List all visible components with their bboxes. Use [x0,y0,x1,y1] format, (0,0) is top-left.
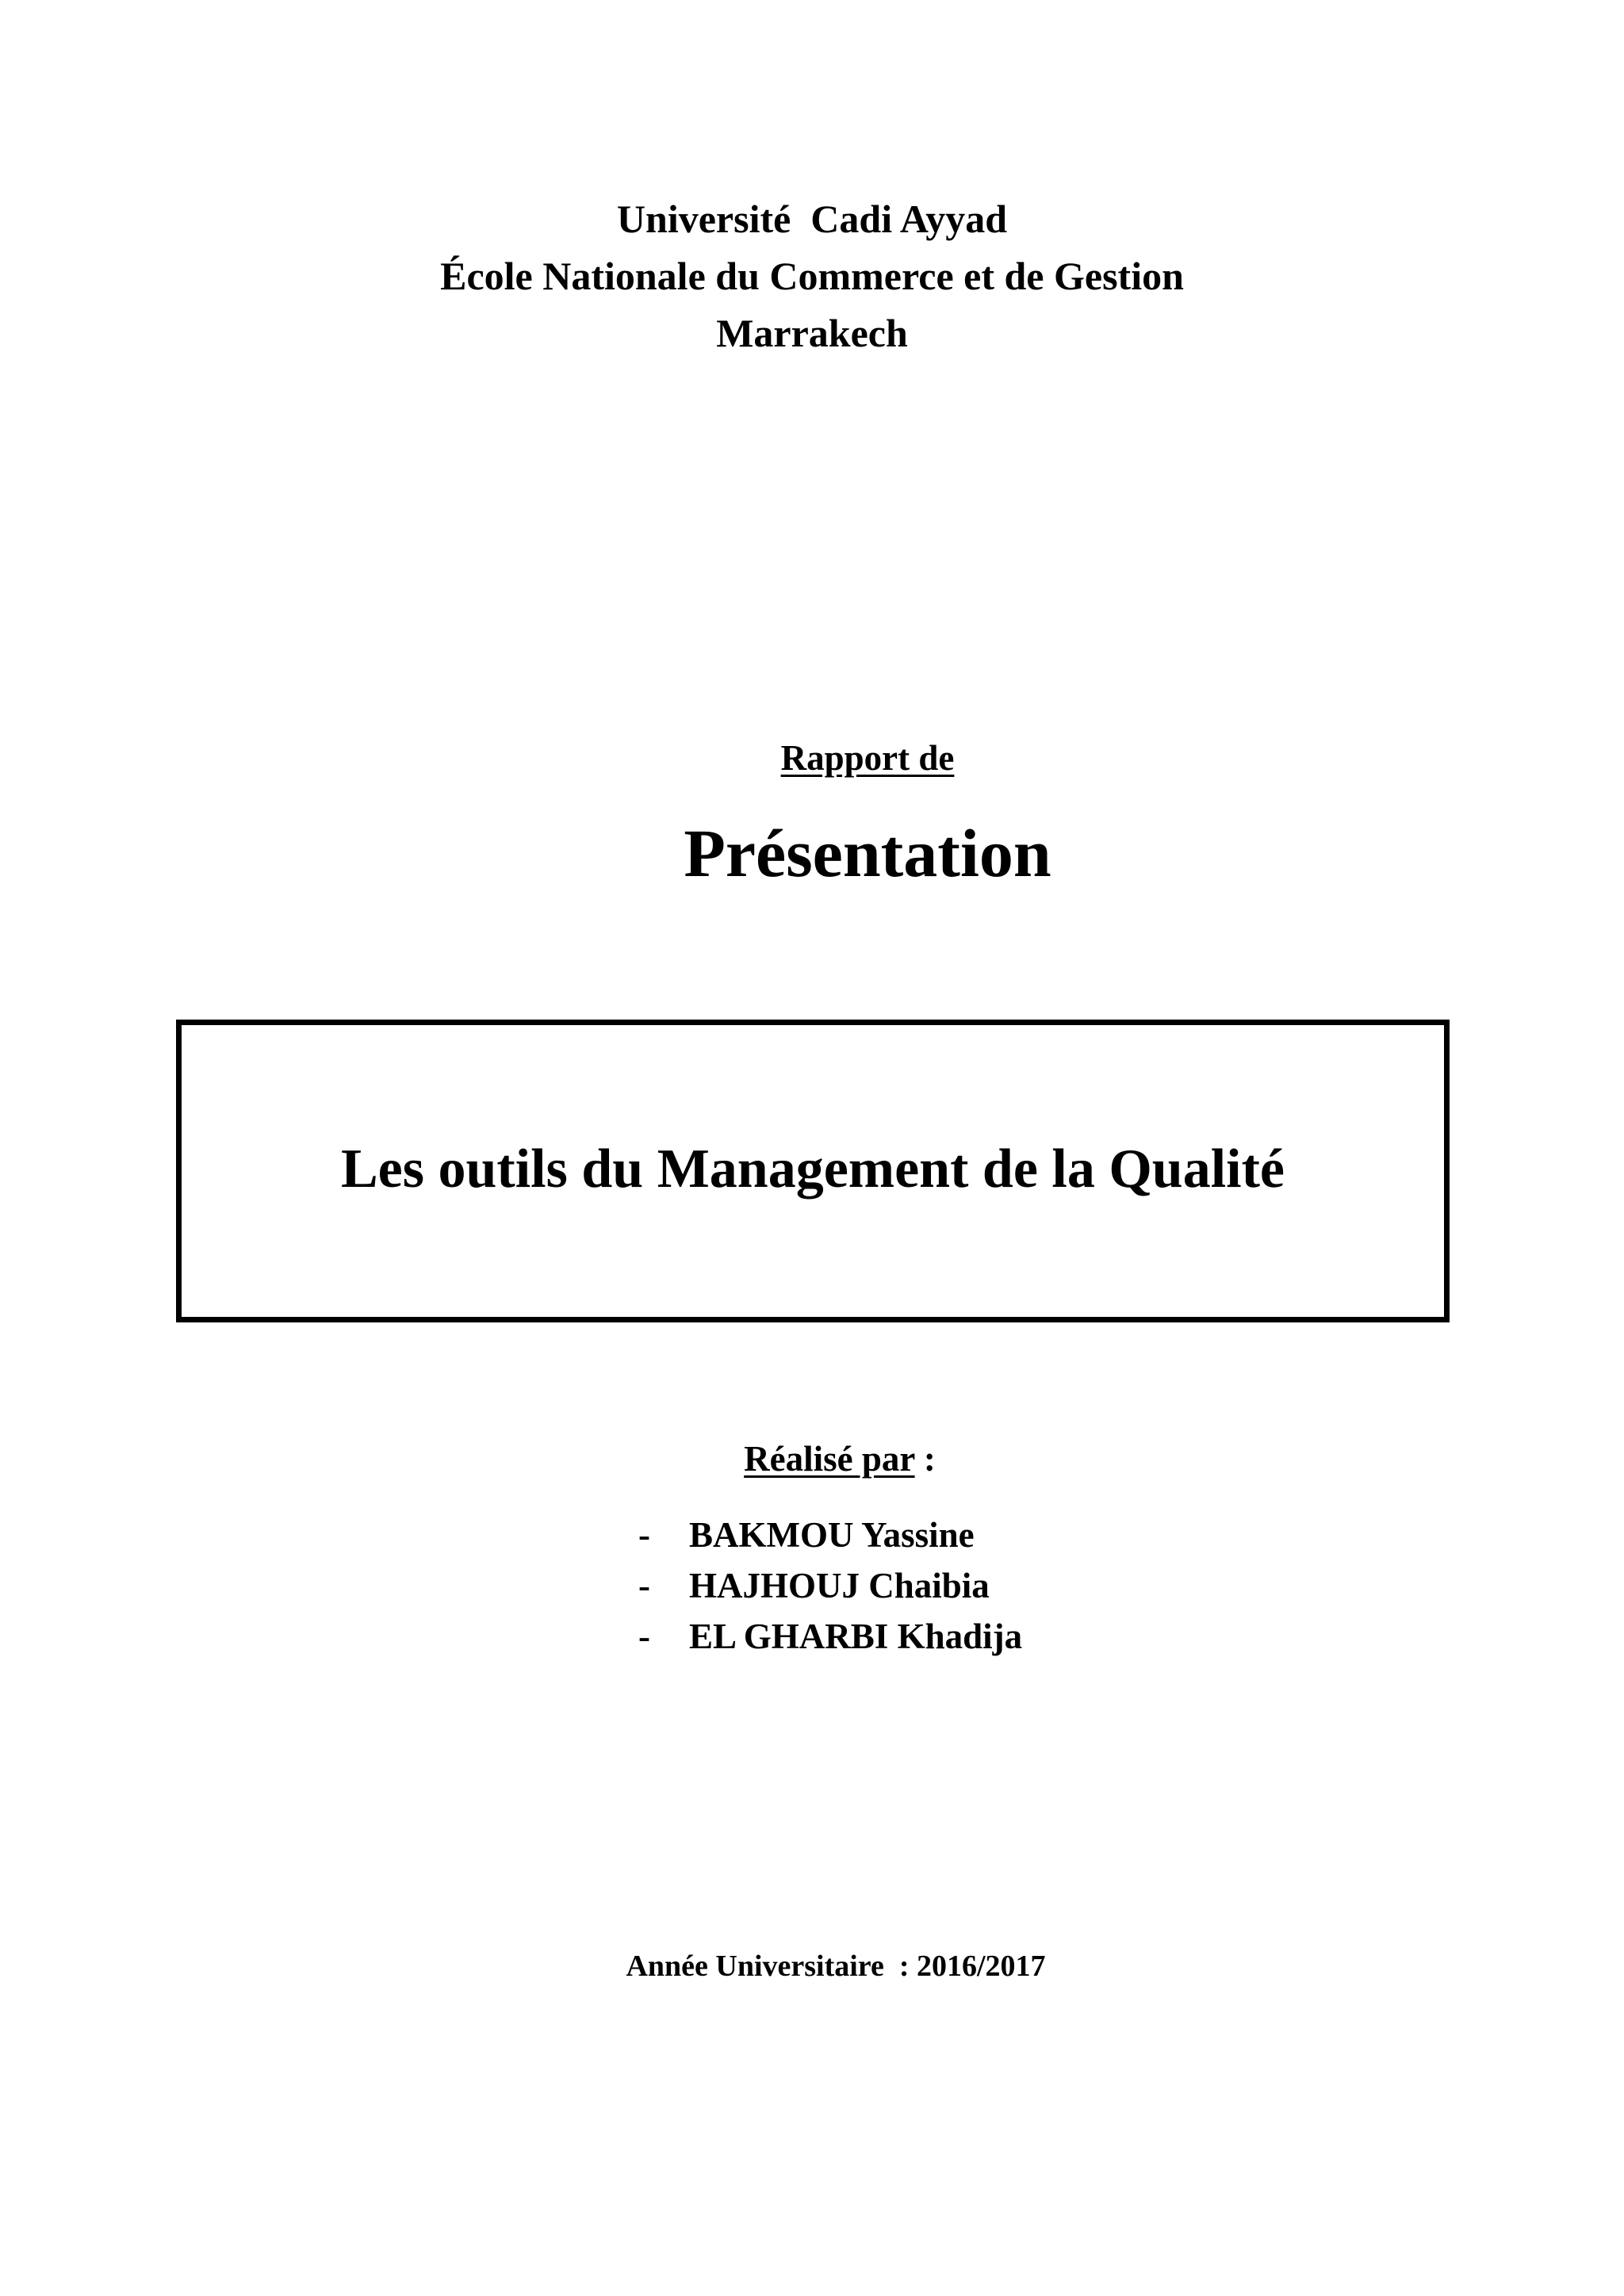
academic-year: Année Universitaire : 2016/2017 [626,1950,1046,1983]
report-label: Rapport de [780,738,955,778]
authors-list [638,1510,1022,1662]
authors-label-text: Réalisé par [744,1439,915,1479]
list-item [638,1560,1022,1611]
list-item [638,1611,1022,1662]
author-name: HAJHOUJ Chaibia [689,1566,990,1605]
subject-title: Les outils du Management de la Qualité [340,1138,1285,1200]
list-item [638,1510,1022,1560]
school-name: École Nationale du Commerce et de Gestion [440,254,1184,298]
authors-label [0,1433,1624,1484]
bullet-dash: - [638,1515,650,1555]
bullet-dash: - [638,1566,650,1605]
page-title: Présentation [684,815,1051,891]
author-name: BAKMOU Yassine [689,1515,975,1555]
university-name: Université Cadi Ayyad [616,197,1008,241]
city-name: Marrakech [716,311,908,355]
author-name: EL GHARBI Khadija [689,1617,1023,1656]
authors-label-suffix: : [914,1439,936,1479]
bullet-dash: - [638,1617,650,1656]
institution-header [0,190,1624,362]
